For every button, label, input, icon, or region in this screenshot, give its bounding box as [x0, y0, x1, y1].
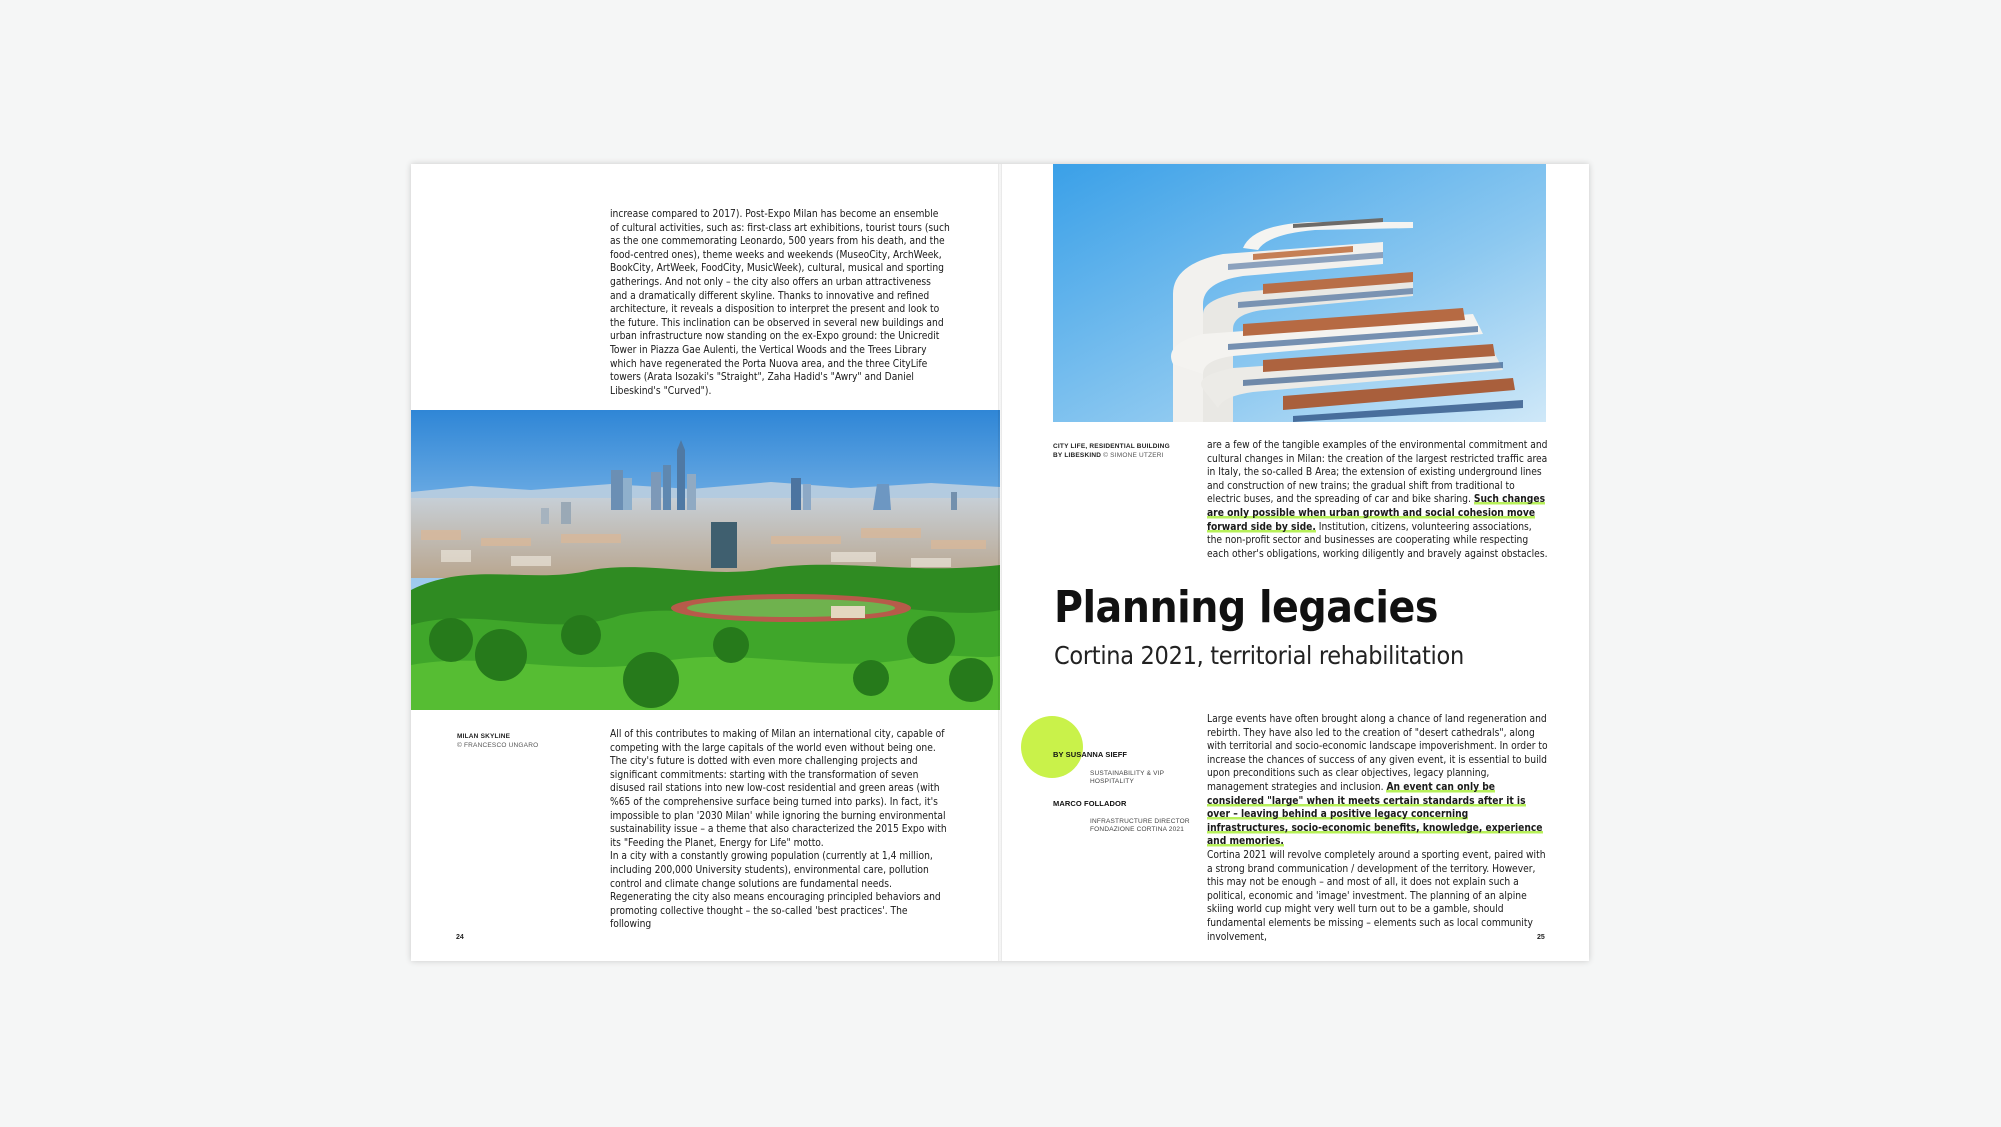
right-body-paragraph-b: Cortina 2021 will revolve completely around a sporting event, paired with a strong brand communication / development of the territory. However, this may not be enough – and most of all, it does not explain such a political, economic and 'image' investment. The planning of an alpine skiing world cup might very well turn out to be a gamble, should fundamental elements be missing – elements such as local community involvement, [1207, 849, 1546, 943]
author-1-name: BY SUSANNA SIEFF [1053, 750, 1128, 759]
left-page [411, 164, 1000, 961]
magazine-spread [411, 164, 1589, 961]
author-1-role: SUSTAINABILITY & VIP HOSPITALITY [1090, 770, 1165, 785]
right-body-paragraph-a: Large events have often brought along a chance of land regeneration and rebirth. They have also led to the creation of "desert cathedrals", along with territorial and socio-economic landscape impoverishment. In order to increase the chances of success of any given event, it is essential to build upon preconditions such as clear objectives, legacy planning, management strategies and inclusion. [1207, 714, 1548, 793]
right-top-paragraph-a: are a few of the tangible examples of the environmental commitment and cultural changes in Milan: the creation of the largest restricted traffic area in Italy, the so-called B Area; the extension of existing underground lines and construction of new trains; the gradual shift from traditional to electric buses, and the spreading of car and bike sharing. [1207, 440, 1548, 506]
left-body-paragraph-2: In a city with a constantly growing population (currently at 1,4 million, including 200,000 University students), environmental care, pollution control and climate change solutions are fundamental needs. [610, 851, 933, 890]
left-body-paragraph-3: Regenerating the city also means encouraging principled behaviors and promoting collective thought – the so-called 'best practices'. The following [610, 892, 941, 931]
left-top-text: increase compared to 2017). Post-Expo Milan has become an ensemble of cultural activities, such as: first-class art exhibitions, tourist tours (such as the one commemorating Leonardo, 500 years from his death, and the food-centred ones), theme weeks and weekends (MuseoCity, ArchWeek, BookCity, ArtWeek, FoodCity, MusicWeek), cultural, musical and sporting gatherings. And not only – the city also offers an urban attractiveness and a dramatically different skyline. Thanks to innovative and refined architecture, it reveals a disposition to interpret the present and look to the future. This inclination can be observed in several new buildings and urban infrastructure now standing on the ex-Expo ground: the Unicredit Tower in Piazza Gae Aulenti, the Vertical Woods and the Trees Library which have regenerated the Porta Nuova area, and the three CityLife towers (Arata Isozaki's "Straight", Zaha Hadid's "Awry" and Daniel Libeskind's "Curved"). [610, 209, 950, 397]
caption-credit: © FRANCESCO UNGARO [457, 742, 539, 749]
page-number-right: 25 [1537, 934, 1545, 941]
city-life-photo [1053, 164, 1546, 422]
article-headline: Planning legacies [1054, 582, 1438, 633]
highlight-quote-1: Such changes are only possible when urban growth and social cohesion move forward side by side. [1207, 494, 1546, 533]
right-body-text [1207, 713, 1549, 944]
left-body-paragraph-1: All of this contributes to making of Milan an international city, capable of competing with the large capitals of the world even without being one. The city's future is dotted with even more challenging projects and significant commitments: starting with the transformation of seven disused rail stations into new low-cost residential and green areas (with %65 of the comprehensive surface being turned into parks). In fact, it's impossible to plan '2030 Milan' while ignoring the burning environmental sustainability issue – a theme that also characterized the 2015 Expo with its "Feeding the Planet, Energy for Life" motto. [610, 729, 947, 849]
right-page [1000, 164, 1589, 961]
right-top-paragraph-b: Institution, citizens, volunteering associations, the non-profit sector and businesses are cooperating while respecting each other's obligations, working diligently and bravely against obstacles. [1207, 521, 1548, 560]
caption-title: MILAN SKYLINE [457, 733, 511, 740]
spread-gutter [998, 164, 1002, 961]
author-2-name: MARCO FOLLADOR [1053, 799, 1127, 808]
city-life-building-image [1053, 164, 1546, 422]
page-number-left: 24 [456, 934, 464, 941]
caption-by: BY LIBESKIND © SIMONE UTZERI [1053, 452, 1164, 459]
author-2-role: INFRASTRUCTURE DIRECTOR FONDAZIONE CORTINA 2021 [1090, 818, 1190, 833]
caption-title: CITY LIFE, RESIDENTIAL BUILDING [1053, 443, 1170, 450]
milan-skyline-image [411, 410, 1000, 710]
right-top-text [1207, 439, 1549, 561]
city-life-caption [1053, 442, 1203, 460]
article-subheadline: Cortina 2021, territorial rehabilitation [1054, 641, 1464, 670]
highlight-quote-2: An event can only be considered "large" when it meets certain standards after it is over – leaving behind a positive legacy concerning infrastructures, socio-economic benefits, knowledge, experience and memories. [1207, 781, 1543, 848]
left-bottom-text [610, 728, 950, 932]
milan-skyline-caption [457, 732, 587, 750]
milan-skyline-photo [411, 410, 1000, 710]
accent-dot [1021, 716, 1083, 778]
